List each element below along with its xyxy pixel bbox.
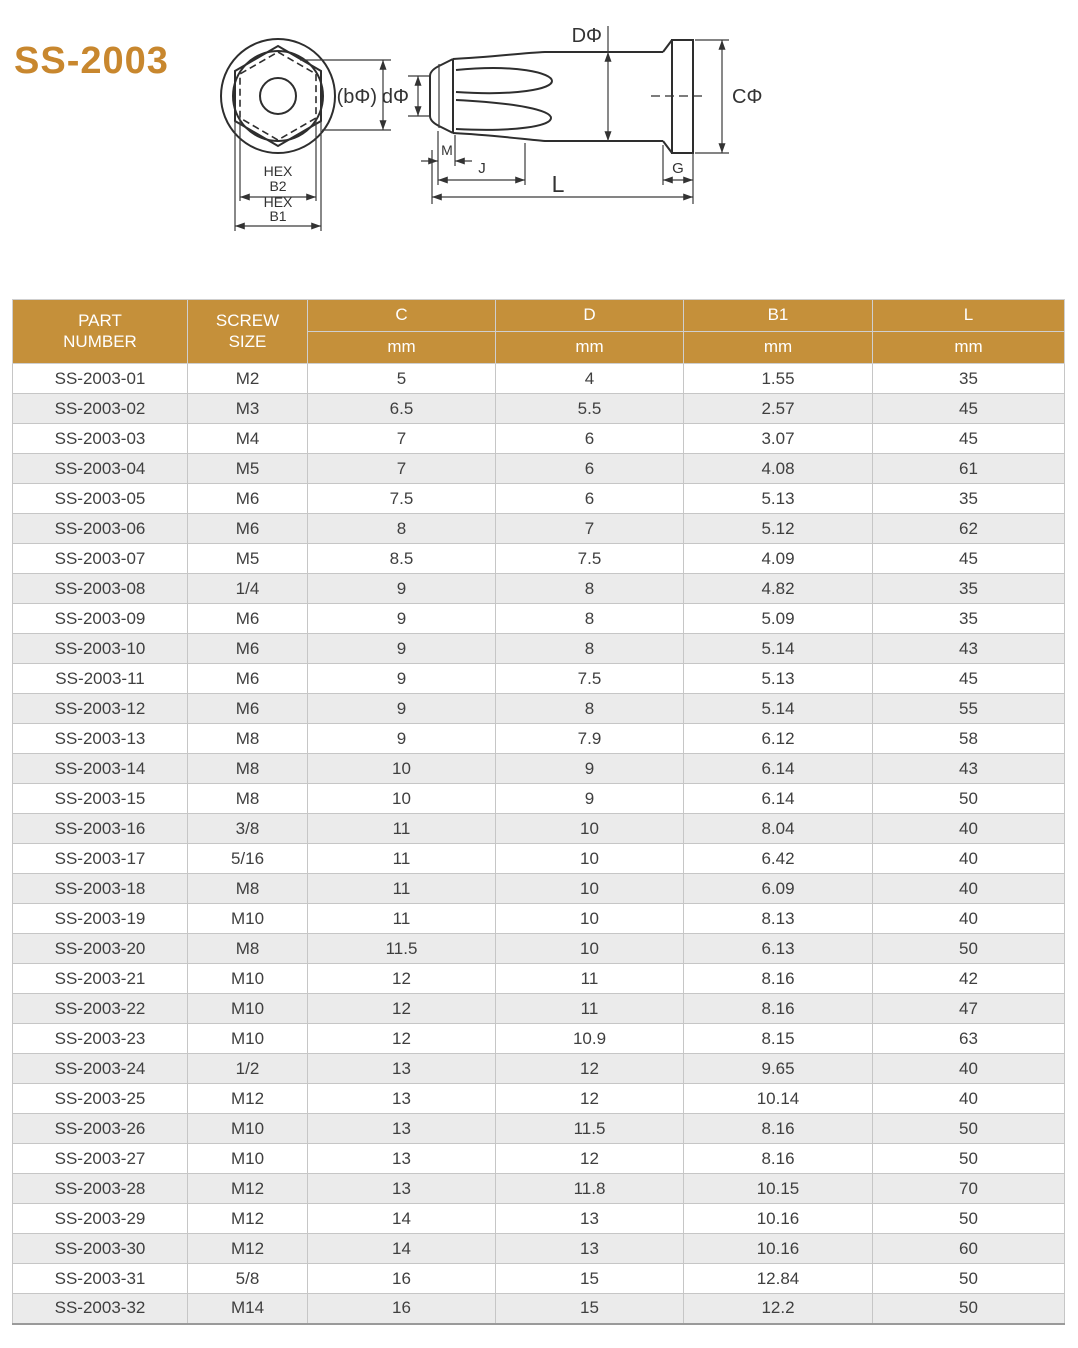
table-cell: 50 [873,1294,1065,1324]
table-cell: 11 [308,814,496,844]
table-cell: 12 [308,964,496,994]
col-header-part-number [13,300,188,364]
table-cell: 5/16 [188,844,308,874]
table-cell: SS-2003-31 [13,1264,188,1294]
table-cell: SS-2003-19 [13,904,188,934]
table-cell: 42 [873,964,1065,994]
table-body [13,364,1065,1324]
table-cell: SS-2003-15 [13,784,188,814]
table-row [13,424,1065,454]
table-cell: SS-2003-11 [13,664,188,694]
table-cell: 9 [308,634,496,664]
table-cell: 6.14 [684,784,873,814]
table-cell: M10 [188,994,308,1024]
table-cell: 10 [496,874,684,904]
table-cell: M8 [188,724,308,754]
table-cell: 40 [873,904,1065,934]
table-cell: 7.5 [496,664,684,694]
table-cell: SS-2003-29 [13,1204,188,1234]
table-cell: 12 [496,1144,684,1174]
table-cell: 11.5 [496,1114,684,1144]
table-cell: 1.55 [684,364,873,394]
table-cell: 7.5 [496,544,684,574]
table-row [13,394,1065,424]
table-cell: 55 [873,694,1065,724]
l-dim-label: L [551,171,565,197]
front-view-drawing [221,39,391,231]
table-cell: 1/2 [188,1054,308,1084]
table-cell: SS-2003-02 [13,394,188,424]
hex-b2-label-line1: HEX [263,163,293,179]
table-cell: 43 [873,634,1065,664]
table-cell: 45 [873,544,1065,574]
table-cell: M14 [188,1294,308,1324]
table-cell: M6 [188,604,308,634]
table-cell: 10 [496,844,684,874]
table-row [13,964,1065,994]
table-cell: 14 [308,1204,496,1234]
table-row [13,1114,1065,1144]
col-header-l: L [873,300,1065,332]
table-cell: SS-2003-22 [13,994,188,1024]
table-cell: M12 [188,1204,308,1234]
table-cell: 45 [873,424,1065,454]
table-cell: 5.14 [684,694,873,724]
table-cell: SS-2003-05 [13,484,188,514]
table-cell: 35 [873,484,1065,514]
table-cell: 3.07 [684,424,873,454]
table-cell: 6.13 [684,934,873,964]
table-cell: 12 [496,1084,684,1114]
table-row [13,1054,1065,1084]
table-cell: 40 [873,1054,1065,1084]
table-cell: M6 [188,514,308,544]
table-cell: SS-2003-24 [13,1054,188,1084]
table-row [13,994,1065,1024]
table-row [13,724,1065,754]
table-cell: 11.5 [308,934,496,964]
table-cell: 40 [873,1084,1065,1114]
table-cell: 60 [873,1234,1065,1264]
table-cell: SS-2003-09 [13,604,188,634]
table-cell: 12 [308,994,496,1024]
table-cell: 9 [308,604,496,634]
table-row [13,664,1065,694]
table-cell: 8.15 [684,1024,873,1054]
table-row [13,1294,1065,1324]
table-cell: M12 [188,1174,308,1204]
screw-header-line1: SCREW [215,311,280,331]
table-cell: SS-2003-06 [13,514,188,544]
table-cell: SS-2003-32 [13,1294,188,1324]
table-row [13,1264,1065,1294]
table-cell: 10.14 [684,1084,873,1114]
table-cell: 13 [496,1204,684,1234]
C-phi-label: CΦ [732,86,763,108]
table-cell: 13 [308,1144,496,1174]
table-cell: M8 [188,754,308,784]
table-row [13,1084,1065,1114]
table-cell: 13 [308,1054,496,1084]
table-cell: 13 [308,1084,496,1114]
table-cell: M4 [188,424,308,454]
table-cell: M10 [188,964,308,994]
table-cell: 10 [496,904,684,934]
table-cell: SS-2003-25 [13,1084,188,1114]
table-cell: 9 [308,664,496,694]
table-row [13,514,1065,544]
table-cell: 4.08 [684,454,873,484]
table-cell: SS-2003-13 [13,724,188,754]
table-cell: 8 [496,604,684,634]
table-cell: 11 [496,994,684,1024]
table-cell: M8 [188,784,308,814]
table-cell: 5 [308,364,496,394]
table-cell: M12 [188,1084,308,1114]
table-cell: M6 [188,664,308,694]
table-row [13,574,1065,604]
table-cell: 35 [873,364,1065,394]
table-cell: SS-2003-10 [13,634,188,664]
table-cell: 8.5 [308,544,496,574]
table-cell: 10.9 [496,1024,684,1054]
table-cell: SS-2003-17 [13,844,188,874]
table-cell: 9.65 [684,1054,873,1084]
table-cell: 7.5 [308,484,496,514]
table-cell: 40 [873,814,1065,844]
table-cell: 6.12 [684,724,873,754]
D-phi-label: DΦ [571,25,602,47]
table-cell: 50 [873,1144,1065,1174]
table-cell: 7 [308,454,496,484]
table-cell: 63 [873,1024,1065,1054]
table-cell: 3/8 [188,814,308,844]
table-cell: SS-2003-08 [13,574,188,604]
table-row [13,934,1065,964]
table-cell: 10.16 [684,1234,873,1264]
table-cell: 40 [873,874,1065,904]
col-header-c: C [308,300,496,332]
table-cell: 5.13 [684,484,873,514]
table-cell: 14 [308,1234,496,1264]
table-cell: 8.16 [684,1114,873,1144]
table-cell: 5.14 [684,634,873,664]
table-cell: M8 [188,874,308,904]
table-cell: 11 [308,904,496,934]
table-cell: 16 [308,1294,496,1324]
table-cell: 15 [496,1294,684,1324]
table-cell: 12.2 [684,1294,873,1324]
table-row [13,874,1065,904]
table-cell: 8.16 [684,964,873,994]
table-cell: 6.14 [684,754,873,784]
g-dim-label: G [672,160,684,177]
table-cell: M5 [188,454,308,484]
part-header-line2: NUMBER [63,331,137,351]
table-cell: 5.13 [684,664,873,694]
header-row-1 [13,300,1065,332]
table-cell: 9 [308,694,496,724]
table-cell: 10 [496,814,684,844]
table-cell: 7.9 [496,724,684,754]
table-cell: 6 [496,484,684,514]
table-cell: M6 [188,484,308,514]
table-row [13,484,1065,514]
table-row [13,814,1065,844]
m-dim-label: M [441,142,453,158]
table-cell: 5.12 [684,514,873,544]
table-cell: SS-2003-03 [13,424,188,454]
table-cell: M8 [188,934,308,964]
unit-header-d: mm [496,332,684,364]
table-row [13,454,1065,484]
table-cell: 35 [873,604,1065,634]
j-dim-label: J [478,160,486,177]
col-header-d: D [496,300,684,332]
table-cell: 13 [496,1234,684,1264]
table-row [13,694,1065,724]
table-cell: 40 [873,844,1065,874]
table-cell: 50 [873,1114,1065,1144]
table-cell: 10.16 [684,1204,873,1234]
spec-table [12,299,1065,1325]
table-cell: SS-2003-20 [13,934,188,964]
table-cell: 4.09 [684,544,873,574]
table-cell: 47 [873,994,1065,1024]
table-cell: 8.13 [684,904,873,934]
table-cell: M10 [188,1114,308,1144]
table-row [13,544,1065,574]
table-cell: M5 [188,544,308,574]
table-cell: SS-2003-18 [13,874,188,904]
table-row [13,1144,1065,1174]
table-cell: 6 [496,424,684,454]
table-cell: 45 [873,664,1065,694]
table-cell: 8 [496,634,684,664]
table-cell: 7 [496,514,684,544]
side-view-drawing [382,25,763,204]
table-cell: 62 [873,514,1065,544]
table-row [13,1234,1065,1264]
table-cell: M3 [188,394,308,424]
table-cell: 8 [496,694,684,724]
table-cell: M10 [188,1144,308,1174]
table-cell: 9 [308,724,496,754]
table-cell: 11 [308,844,496,874]
table-cell: 6.5 [308,394,496,424]
table-cell: M6 [188,634,308,664]
table-cell: SS-2003-27 [13,1144,188,1174]
table-cell: SS-2003-12 [13,694,188,724]
table-cell: 10 [308,784,496,814]
col-header-screw-size [188,300,308,364]
table-cell: 35 [873,574,1065,604]
table-cell: 8 [496,574,684,604]
table-cell: 9 [496,754,684,784]
table-cell: M10 [188,904,308,934]
table-cell: 50 [873,1204,1065,1234]
unit-header-c: mm [308,332,496,364]
table-row [13,844,1065,874]
table-cell: 61 [873,454,1065,484]
table-cell: 4 [496,364,684,394]
table-cell: 8.04 [684,814,873,844]
table-cell: 50 [873,784,1065,814]
d-phi-small-label: dΦ [381,86,409,108]
technical-drawing [0,0,1078,272]
table-cell: 6 [496,454,684,484]
table-cell: SS-2003-16 [13,814,188,844]
table-cell: 2.57 [684,394,873,424]
table-cell: 10 [308,754,496,784]
table-cell: SS-2003-26 [13,1114,188,1144]
table-cell: 10 [496,934,684,964]
table-row [13,1174,1065,1204]
table-cell: 6.09 [684,874,873,904]
table-cell: SS-2003-07 [13,544,188,574]
table-cell: 50 [873,1264,1065,1294]
table-cell: 11 [496,964,684,994]
table-cell: SS-2003-04 [13,454,188,484]
table-row [13,754,1065,784]
table-cell: 8.16 [684,994,873,1024]
table-cell: 70 [873,1174,1065,1204]
table-cell: 8 [308,514,496,544]
table-row [13,604,1065,634]
table-cell: 45 [873,394,1065,424]
table-cell: 50 [873,934,1065,964]
table-cell: M10 [188,1024,308,1054]
table-cell: SS-2003-30 [13,1234,188,1264]
table-row [13,634,1065,664]
table-row [13,1204,1065,1234]
table-cell: 4.82 [684,574,873,604]
part-header-line1: PART [78,311,122,331]
table-cell: M2 [188,364,308,394]
table-cell: 58 [873,724,1065,754]
table-cell: 12.84 [684,1264,873,1294]
table-cell: 7 [308,424,496,454]
table-cell: 10.15 [684,1174,873,1204]
table-cell: 13 [308,1174,496,1204]
table-cell: 12 [308,1024,496,1054]
table-cell: 15 [496,1264,684,1294]
screw-header-line2: SIZE [228,331,267,351]
hex-b1-label-line2: B1 [269,208,287,224]
table-cell: 5.09 [684,604,873,634]
table-cell: 9 [308,574,496,604]
table-cell: 12 [496,1054,684,1084]
table-cell: SS-2003-28 [13,1174,188,1204]
table-cell: 6.42 [684,844,873,874]
table-row [13,364,1065,394]
table-cell: SS-2003-23 [13,1024,188,1054]
table-cell: 13 [308,1114,496,1144]
table-cell: 16 [308,1264,496,1294]
table-cell: 9 [496,784,684,814]
table-cell: SS-2003-14 [13,754,188,784]
table-cell: 5.5 [496,394,684,424]
hex-b2-label-line2: B2 [269,178,287,194]
page-title: SS-2003 [14,40,169,82]
table-cell: M12 [188,1234,308,1264]
table-cell: 43 [873,754,1065,784]
table-cell: 8.16 [684,1144,873,1174]
hex-b1-label-line1: HEX [263,194,293,210]
table-cell: SS-2003-21 [13,964,188,994]
unit-header-b1: mm [684,332,873,364]
col-header-b1: B1 [684,300,873,332]
table-row [13,784,1065,814]
table-cell: 5/8 [188,1264,308,1294]
table-cell: M6 [188,694,308,724]
table-header [13,300,1065,364]
table-cell: 11.8 [496,1174,684,1204]
b-phi-label: (bΦ) [336,86,377,108]
unit-header-l: mm [873,332,1065,364]
table-row [13,904,1065,934]
table-cell: 1/4 [188,574,308,604]
table-cell: SS-2003-01 [13,364,188,394]
table-cell: 11 [308,874,496,904]
table-row [13,1024,1065,1054]
